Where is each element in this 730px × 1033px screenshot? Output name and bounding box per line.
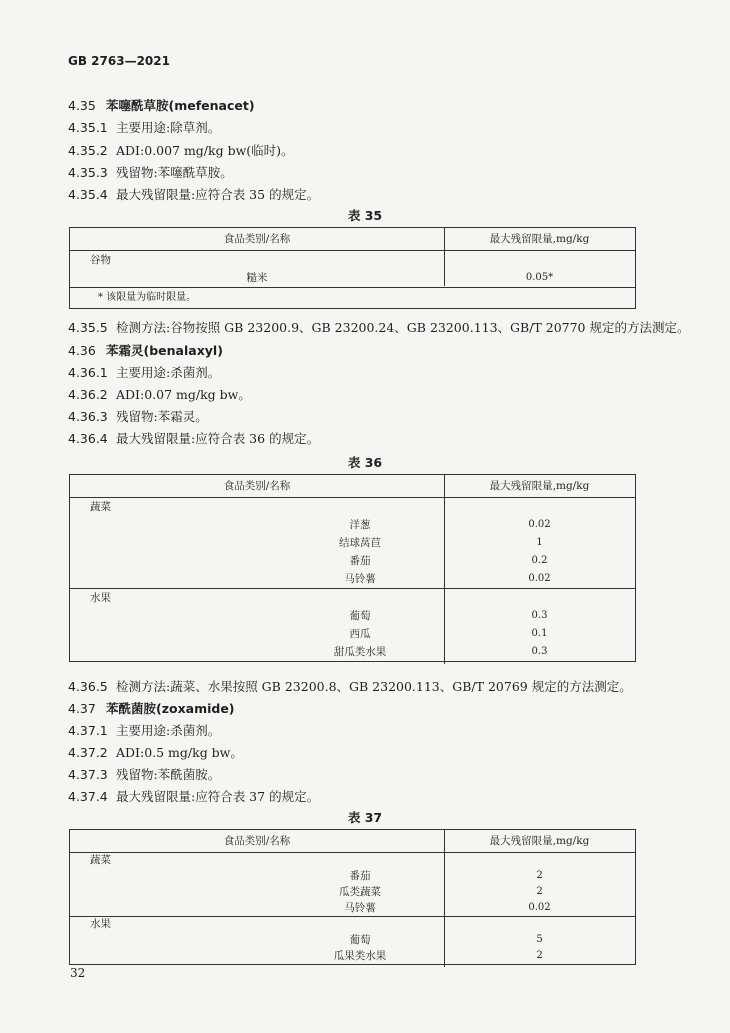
- mrl-value: 2: [536, 870, 543, 881]
- table-35-col-mrl: 最大残留限量,mg/kg: [489, 233, 590, 245]
- table-36-col-mrl: 最大残留限量,mg/kg: [489, 480, 590, 492]
- clause-4-36-3: 4.36.3 残留物:苯霜灵。: [68, 409, 208, 424]
- clause-4-36-4: 4.36.4 最大残留限量:应符合表 36 的规定。: [68, 431, 320, 446]
- food-name: 番茄: [349, 870, 371, 882]
- clause-4-35-5: 4.35.5 检测方法:谷物按照 GB 23200.9、GB 23200.24、GB 23200.113、GB/T 20770 规定的方法测定。: [68, 320, 690, 335]
- mrl-value: 0.1: [531, 628, 548, 639]
- table-group: [70, 917, 635, 964]
- food-name: 马铃薯: [344, 573, 376, 585]
- table-36: [69, 474, 636, 662]
- food-name: 瓜类蔬菜: [339, 886, 381, 898]
- food-name: 甜瓜类水果: [333, 646, 387, 658]
- table-36-caption: 表 36: [347, 455, 383, 470]
- section-4-37-title: 4.37 苯酰菌胺(zoxamide): [68, 701, 235, 716]
- standard-header: GB 2763—2021: [68, 54, 170, 68]
- mrl-value: 1: [536, 537, 543, 548]
- clause-4-37-3: 4.37.3 残留物:苯酰菌胺。: [68, 767, 221, 782]
- clause-4-36-5: 4.36.5 检测方法:蔬菜、水果按照 GB 23200.8、GB 23200.113、GB/T 20769 规定的方法测定。: [68, 679, 632, 694]
- table-36-col-food: 食品类别/名称: [223, 480, 291, 492]
- mrl-value: 0.02: [528, 573, 551, 584]
- category-label: 水果: [90, 918, 111, 930]
- food-name: 结球莴苣: [339, 537, 381, 549]
- food-name: 马铃薯: [344, 902, 376, 914]
- mrl-value: 0.3: [531, 610, 548, 621]
- table-35-caption: 表 35: [347, 208, 383, 223]
- mrl-value: 5: [536, 934, 543, 945]
- table-35: [69, 227, 636, 309]
- clause-4-36-2: 4.36.2 ADI:0.07 mg/kg bw。: [68, 387, 251, 402]
- table-35-col-food: 食品类别/名称: [223, 233, 291, 245]
- clause-4-35-4: 4.35.4 最大残留限量:应符合表 35 的规定。: [68, 187, 320, 202]
- clause-4-35-3: 4.35.3 残留物:苯噻酰草胺。: [68, 165, 233, 180]
- food-name: 洋葱: [349, 519, 371, 531]
- mrl-value: 0.3: [531, 646, 548, 657]
- clause-4-37-4: 4.37.4 最大残留限量:应符合表 37 的规定。: [68, 789, 320, 804]
- food-name: 瓜果类水果: [333, 950, 387, 962]
- section-4-35-title: 4.35 苯噻酰草胺(mefenacet): [68, 98, 255, 113]
- clause-4-37-1: 4.37.1 主要用途:杀菌剂。: [68, 723, 221, 738]
- category-label: 谷物: [90, 254, 111, 266]
- clause-4-35-2: 4.35.2 ADI:0.007 mg/kg bw(临时)。: [68, 143, 294, 158]
- clause-4-36-1: 4.36.1 主要用途:杀菌剂。: [68, 365, 221, 380]
- table-37-caption: 表 37: [347, 810, 383, 825]
- table-group: [70, 251, 635, 288]
- food-name: 葡萄: [349, 610, 371, 622]
- section-4-36-title: 4.36 苯霜灵(benalaxyl): [68, 343, 223, 358]
- table-37-col-mrl: 最大残留限量,mg/kg: [489, 835, 590, 847]
- clause-4-37-2: 4.37.2 ADI:0.5 mg/kg bw。: [68, 745, 243, 760]
- table-37-col-food: 食品类别/名称: [223, 835, 291, 847]
- category-label: 水果: [90, 592, 111, 604]
- mrl-value: 2: [536, 886, 543, 897]
- mrl-value: 0.2: [531, 555, 548, 566]
- category-label: 蔬菜: [90, 854, 111, 866]
- table-group: [70, 853, 635, 917]
- table-group: [70, 498, 635, 589]
- category-label: 蔬菜: [90, 501, 111, 513]
- table-group: [70, 589, 635, 661]
- food-name: 葡萄: [349, 934, 371, 946]
- table-35-footnote: * 该限量为临时限量。: [98, 292, 197, 303]
- food-name: 糙米: [246, 272, 268, 284]
- table-37: [69, 829, 636, 965]
- food-name: 番茄: [349, 555, 371, 567]
- mrl-value: 0.02: [528, 902, 551, 913]
- clause-4-35-1: 4.35.1 主要用途:除草剂。: [68, 120, 221, 135]
- mrl-value: 0.02: [528, 519, 551, 530]
- food-name: 西瓜: [349, 628, 371, 640]
- mrl-value: 0.05*: [525, 272, 554, 283]
- page-number: 32: [70, 966, 86, 980]
- mrl-value: 2: [536, 950, 543, 961]
